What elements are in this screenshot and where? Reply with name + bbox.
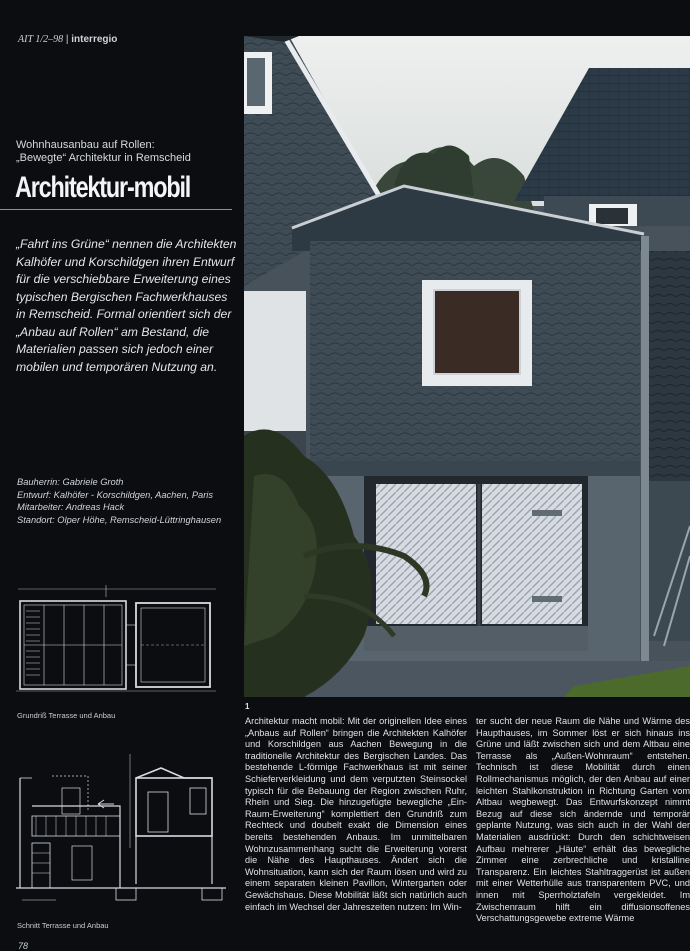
credit-client: Bauherrin: Gabriele Groth bbox=[17, 477, 124, 487]
house-extension-photo bbox=[244, 36, 690, 697]
section-label: interregio bbox=[71, 34, 118, 45]
issue-label: AIT 1/2–98 bbox=[18, 34, 64, 45]
running-header bbox=[18, 34, 117, 45]
subtitle bbox=[16, 139, 241, 165]
photo-number: 1 bbox=[245, 702, 250, 711]
page-number: 78 bbox=[18, 941, 29, 951]
header-separator: | bbox=[65, 34, 72, 45]
credit-staff: Mitarbeiter: Andreas Hack bbox=[17, 502, 125, 512]
subtitle-line-1: Wohnhausanbau auf Rollen: bbox=[16, 139, 155, 151]
credit-location: Standort: Olper Höhe, Remscheid-Lüttringhausen bbox=[17, 514, 222, 525]
headline: Architektur-mobil bbox=[15, 171, 191, 204]
body-column-1 bbox=[245, 716, 467, 913]
section-caption: Schnitt Terrasse und Anbau bbox=[17, 921, 109, 930]
project-credits bbox=[17, 476, 242, 526]
lead-paragraph: „Fahrt ins Grüne“ nennen die Architekten Kalhöfer und Korschildgen ihren Entwurf für die verschiebbare Erweiterung eines typischen Bergischen Fachwerkhauses in Remscheid. Formal orientiert sich der „Anbau auf Rollen“ am Bestand, die Materialien passen sich jedoch einer mobilen und temporären Nutzung an. bbox=[16, 237, 237, 374]
floor-plan-drawing bbox=[16, 585, 216, 695]
body-text-2: ter sucht der neue Raum die Nähe und Wärme des Haupthauses, im Sommer löst er sich hinaus ins Grüne und läßt zwischen sich und dem Altbau eine Terrasse als „Außen-Wohnraum“ entstehen. Technisch ist diese Mobilität durch einen Rollmechanismus möglich, der den Anbau auf einer leichten Stahlkonstruktion in Richtung Garten vom Altbau wegbewegt. Das Entwurfskonzept nimmt Bezug auf diese sich ändernde und temporär geplante Nutzung, was sich auch in der Wahl der Materialien ausdrückt: Durch den schichtweisen Aufbau mehrerer „Häute“ erhält das bewegliche Zimmer eine zerbrechliche und kristalline Transparenz. Ein leichtes Stahltraggerüst ist außen mit einer Wetterhülle aus transparentem PVC, und innen mit Sperrholztafeln vergekleidet. Im Zwischenraum hilft ein diffusionsoffenes Verschattungsgewebe extreme Wärme bbox=[476, 716, 690, 924]
credit-design: Entwurf: Kalhöfer - Korschildgen, Aachen, Paris bbox=[17, 489, 214, 500]
body-text-1: Architektur macht mobil: Mit der originellen Idee eines „Anbaus auf Rollen“ bringen die Architekten Kalhöfer und Korschildgen aus Aachen Bewegung in die traditionelle Architektur des Bergischen Landes. Das bestehende L-förmige Fachwerkhaus ist mit seiner Schieferverkleidung und dem verputzten Steinsockel typisch für die Bebauung der Region zwischen Ruhr, Rhein und Sieg. Die hinzugefügte bewegliche „Ein-Raum-Erweiterung“ komplettiert den Grundriß zum Rechteck und doubelt exakt die Dimension eines bereits bestehenden Anbaus. Im unmittelbaren Wohnzusammenhang sucht die Erweiterung vorerst die Nähe des Haupthauses. Ändert sich die Wohnsituation, kann sich der Raum lösen und wird zu einem separaten kleinen Pavillon, Wintergarten oder Gewächshaus. Diese Mobilität läßt sich natürlich auch einfach im Wechsel der Jahreszeiten nutzen: Im Win- bbox=[245, 716, 467, 912]
headline-divider bbox=[0, 209, 232, 210]
floor-plan-caption: Grundriß Terrasse und Anbau bbox=[17, 711, 116, 720]
body-column-2 bbox=[476, 716, 690, 925]
section-drawing bbox=[16, 748, 226, 913]
subtitle-line-2: „Bewegte“ Architektur in Remscheid bbox=[16, 152, 191, 164]
